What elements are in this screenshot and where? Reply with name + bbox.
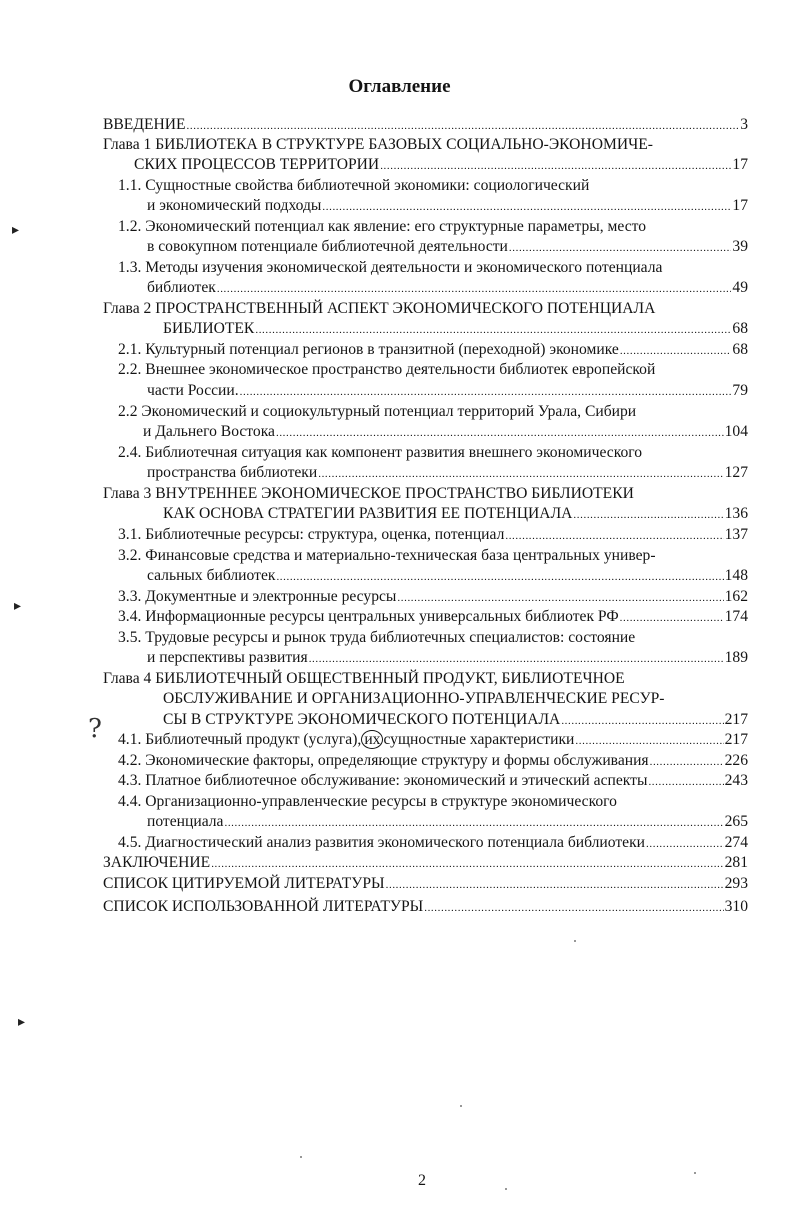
toc-entry [118,587,748,607]
dot-leader [322,197,731,217]
toc-entry-title: сальных библиотек [147,567,276,584]
toc-entry [147,278,748,298]
toc-entry [147,196,748,216]
toc-entry-title: 4.2. Экономические факторы, определяющие структуру и формы обслуживания [118,752,649,769]
toc-entry [118,525,748,545]
toc-page-number: 217 [724,711,748,728]
toc-entry-title: 3.1. Библиотечные ресурсы: структура, оценка, потенциал [118,526,505,543]
dot-leader [650,752,724,772]
toc-entry [118,771,748,791]
toc-entry-title: потенциала [147,813,224,830]
toc-entry-line: Глава 1 БИБЛИОТЕКА В СТРУКТУРЕ БАЗОВЫХ СОЦИАЛЬНО-ЭКОНОМИЧЕ- [103,136,653,153]
dot-leader [211,854,723,874]
toc-entry-line: 2.2. Внешнее экономическое пространство деятельности библиотек европейской [118,361,656,378]
toc-entry [118,833,748,853]
dot-leader [276,567,723,587]
toc-entry [118,340,748,360]
toc-page-number: 3 [740,116,748,133]
toc-page-number: 174 [724,608,748,625]
binding-hole-mark: ▸ [18,1015,26,1030]
toc-entry-title: БИБЛИОТЕК [163,320,255,337]
toc-page-number: 49 [732,279,748,296]
scan-speck [460,1105,462,1107]
toc-entry-title: библиотек [147,279,216,296]
toc-entry [147,463,748,483]
toc-entry-line: ОБСЛУЖИВАНИЕ И ОРГАНИЗАЦИОННО-УПРАВЛЕНЧЕСКИЕ РЕСУР- [163,690,665,707]
toc-entry [118,607,748,627]
toc-entry-title: части России. [147,382,239,399]
dot-leader [620,608,724,628]
dot-leader [424,898,723,918]
scan-speck [505,1188,507,1190]
toc-entry-title: и перспективы развития [147,649,308,666]
dot-leader [187,116,740,136]
toc-entry-title: 3.3. Документные и электронные ресурсы [118,588,397,605]
dot-leader [309,649,724,669]
dot-leader [318,464,723,484]
toc-page-number: 281 [724,854,748,871]
toc-entry-title: СПИСОК ИСПОЛЬЗОВАННОЙ ЛИТЕРАТУРЫ [103,898,424,915]
toc-page-number: 68 [732,341,748,358]
dot-leader [255,320,731,340]
toc-entry-title: пространства библиотеки [147,464,318,481]
toc-entry [103,874,748,894]
toc-entry-title: СПИСОК ЦИТИРУЕМОЙ ЛИТЕРАТУРЫ [103,875,385,892]
dot-leader [561,711,723,731]
toc-page-number: 274 [724,834,748,851]
toc-entry-title [118,730,574,750]
dot-leader [380,156,731,176]
dot-leader [217,279,732,299]
circled-word: их [361,730,383,749]
binding-hole-mark: ▸ [14,599,22,614]
toc-entry-title: 3.4. Информационные ресурсы центральных универсальных библиотек РФ [118,608,619,625]
scan-speck [300,1156,302,1158]
toc-entry-title: КАК ОСНОВА СТРАТЕГИИ РАЗВИТИЯ ЕЕ ПОТЕНЦИАЛА [163,505,573,522]
toc-entry-title: 2.1. Культурный потенциал регионов в транзитной (переходной) экономике [118,341,619,358]
dot-leader [648,772,723,792]
toc-page-number: 243 [724,772,748,789]
dot-leader [646,834,724,854]
toc-entry-line: 1.2. Экономический потенциал как явление: его структурные параметры, место [118,218,647,235]
toc-entry [147,566,748,586]
dot-leader [397,588,723,608]
dot-leader [509,238,732,258]
toc-entry-line: 1.1. Сущностные свойства библиотечной экономики: социологический [118,177,590,194]
toc-page-number: 136 [724,505,748,522]
toc-entry-line: 2.4. Библиотечная ситуация как компонент развития внешнего экономического [118,444,643,461]
toc-entry-title: 4.3. Платное библиотечное обслуживание: экономический и этический аспекты [118,772,648,789]
toc-entry [163,504,748,524]
toc-entry [118,751,748,771]
toc-entry-line: 3.5. Трудовые ресурсы и рынок труда библиотечных специалистов: состояние [118,629,636,646]
dot-leader [276,423,724,443]
toc-page-number: 226 [724,752,748,769]
page-title: Оглавление [348,76,451,97]
toc-page-number: 39 [732,238,748,255]
toc-entry [147,237,748,257]
toc-page-number: 265 [724,813,748,830]
toc-entry-title: ЗАКЛЮЧЕНИЕ [103,854,211,871]
toc-page-number: 79 [732,382,748,399]
toc-entry-title: СЫ В СТРУКТУРЕ ЭКОНОМИЧЕСКОГО ПОТЕНЦИАЛА [163,711,561,728]
toc-entry-line: 4.4. Организационно-управленческие ресурсы в структуре экономического [118,793,617,810]
toc-page-number: 217 [724,731,748,748]
toc-entry [147,812,748,832]
toc-page-number: 189 [724,649,748,666]
toc-page-number: 137 [724,526,748,543]
toc-entry-line: Глава 2 ПРОСТРАНСТВЕННЫЙ АСПЕКТ ЭКОНОМИЧЕСКОГО ПОТЕНЦИАЛА [103,300,656,317]
toc-page-number: 148 [724,567,748,584]
toc-page-number: 104 [724,423,748,440]
scan-speck [574,940,576,942]
dot-leader [505,526,723,546]
toc-entry-title: 4.5. Диагностический анализ развития экономического потенциала библиотеки [118,834,646,851]
toc-entry [103,853,748,873]
toc-entry-title: ВВЕДЕНИЕ [103,116,186,133]
toc-entry [147,381,748,401]
toc-entry-title: СКИХ ПРОЦЕССОВ ТЕРРИТОРИИ [134,156,380,173]
handwritten-question-mark: ? [88,714,102,744]
dot-leader [573,505,723,525]
toc-page-number: 17 [732,197,748,214]
toc-page-number: 68 [732,320,748,337]
toc-entry-title: и Дальнего Востока [143,423,275,440]
toc-entry [147,648,748,668]
toc-entry [134,155,748,175]
toc-entry-title-part: сущностные характеристики [383,731,575,748]
toc-entry [103,897,748,917]
dot-leader [224,813,723,833]
scan-speck [694,1172,696,1174]
toc-entry-title: и экономический подходы [147,197,322,214]
toc-entry [163,319,748,339]
toc-entry [118,730,748,750]
toc-entry-line: 1.3. Методы изучения экономической деятельности и экономического потенциала [118,259,663,276]
toc-entry-line: Глава 3 ВНУТРЕННЕЕ ЭКОНОМИЧЕСКОЕ ПРОСТРАНСТВО БИБЛИОТЕКИ [103,485,634,502]
toc-entry [103,115,748,135]
dot-leader [240,382,732,402]
dot-leader [575,731,723,751]
toc-page-number: 293 [724,875,748,892]
toc-entry-title: в совокупном потенциале библиотечной деятельности [147,238,508,255]
toc-entry-title-part: 4.1. Библиотечный продукт (услуга), [118,731,362,748]
binding-hole-mark: ▸ [12,223,20,238]
toc-entry-line: 2.2 Экономический и социокультурный потенциал территорий Урала, Сибири [118,403,637,420]
dot-leader [620,341,732,361]
toc-entry [143,422,748,442]
page-number: 2 [418,1172,426,1189]
toc-page-number: 162 [724,588,748,605]
toc-entry-line: 3.2. Финансовые средства и материально-техническая база центральных универ- [118,547,656,564]
dot-leader [386,875,724,895]
toc-page-number: 310 [724,898,748,915]
toc-entry-line: Глава 4 БИБЛИОТЕЧНЫЙ ОБЩЕСТВЕННЫЙ ПРОДУКТ, БИБЛИОТЕЧНОЕ [103,670,625,687]
toc-page-number: 127 [724,464,748,481]
toc-page-number: 17 [732,156,748,173]
toc-entry [163,710,748,730]
